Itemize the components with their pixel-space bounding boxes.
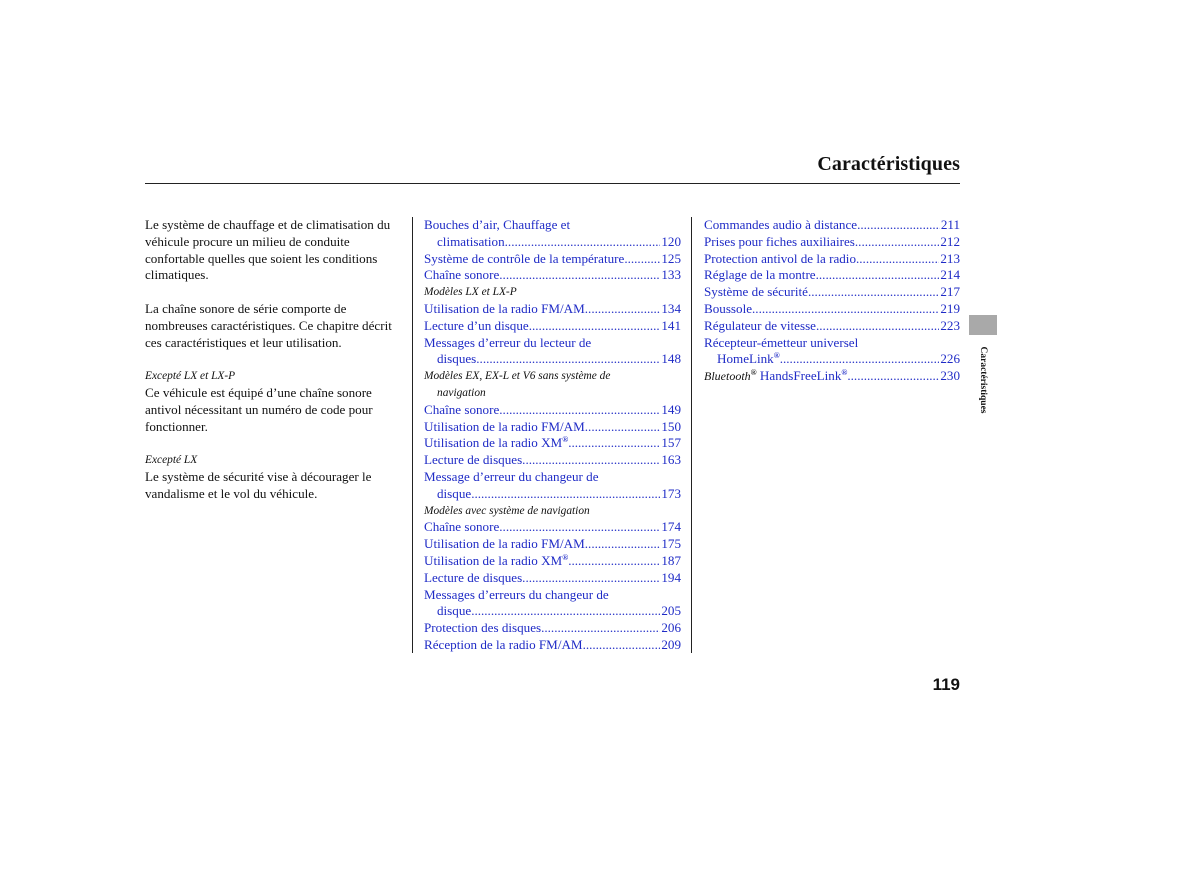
toc-page-number: 206 (661, 620, 681, 636)
toc-entry-radio-theft-protection[interactable] (704, 251, 960, 268)
toc-entry-label: Prises pour fiches auxiliaires (704, 233, 855, 249)
toc-entry-climate-control[interactable] (424, 251, 681, 268)
toc-entry-label: Récepteur-émetteur universel (704, 334, 859, 350)
toc-entry-xm-radio[interactable] (424, 435, 681, 452)
toc-entry-label: Protection des disques (424, 620, 542, 636)
toc-entry-remote-audio-controls[interactable] (704, 217, 960, 234)
toc-page-number: 213 (940, 250, 960, 266)
toc-entry-playing-disc[interactable] (424, 318, 681, 335)
toc-page-number: 209 (661, 636, 681, 652)
toc-page-number: 194 (661, 569, 681, 585)
toc-entry-label: disque (437, 603, 472, 619)
section-tab-marker (969, 315, 997, 335)
toc-entry-label: Utilisation de la radio FM/AM (424, 418, 585, 434)
section-side-label: Caractéristiques (978, 346, 988, 414)
toc-entry-audio-system[interactable] (424, 267, 681, 284)
toc-entry-security-system[interactable] (704, 284, 960, 301)
toc-entry-label: Système de sécurité (704, 284, 808, 300)
toc-entry-label: Boussole (704, 300, 753, 316)
toc-page-number: 150 (661, 418, 681, 434)
toc-page-number: 163 (661, 452, 681, 468)
toc-entry-label: Lecture de disques (424, 569, 523, 585)
bluetooth-label: Bluetooth (704, 369, 751, 384)
toc-entry-label: Lecture de disques (424, 452, 523, 468)
toc-page-number: 120 (661, 233, 681, 249)
toc-column-right (704, 217, 960, 385)
intro-paragraph-antitheft: Ce véhicule est équipé d’une chaîne sonore antivol nécessitant un numéro de code pour fonctionner. (145, 384, 373, 434)
toc-entry-label: Protection antivol de la radio (704, 250, 856, 266)
model-note: Excepté LX (145, 454, 198, 467)
toc-entry-compass[interactable] (704, 301, 960, 318)
toc-entry-playing-discs[interactable] (424, 452, 681, 469)
toc-page-number: 175 (661, 536, 681, 552)
toc-page-number: 205 (661, 603, 681, 619)
toc-page-number: 148 (661, 351, 681, 367)
toc-entry-label: disques (437, 351, 477, 367)
toc-entry-clock-setting[interactable] (704, 267, 960, 284)
toc-entry-label: disque (437, 485, 472, 501)
toc-entry-homelink[interactable] (704, 335, 960, 369)
toc-entry-disc-player-errors[interactable] (424, 335, 681, 369)
toc-entry-label: Régulateur de vitesse (704, 317, 816, 333)
toc-entry-label: Bouches d’air, Chauffage et (424, 217, 571, 232)
toc-page-number: 187 (661, 552, 681, 568)
toc-entry-playing-discs[interactable] (424, 570, 681, 587)
registered-mark: ® (562, 435, 569, 445)
toc-entry-label: HomeLink (717, 351, 774, 367)
intro-column (145, 217, 400, 519)
registered-mark: ® (562, 552, 569, 562)
page-number: 119 (932, 675, 960, 694)
registered-mark: ® (773, 351, 780, 361)
toc-entry-label: climatisation (437, 233, 505, 249)
toc-entry-label: Chaîne sonore (424, 401, 500, 417)
model-note: navigation (437, 386, 486, 399)
toc-page-number: 173 (661, 485, 681, 501)
intro-paragraph-security: Le système de sécurité vise à décourager le vandalisme et le vol du véhicule. (145, 468, 372, 501)
toc-entry-label: Utilisation de la radio XM (424, 552, 563, 568)
model-note: Modèles avec système de navigation (424, 504, 590, 517)
toc-entry-vents-heating[interactable] (424, 217, 681, 251)
model-note: Modèles LX et LX-P (424, 286, 517, 299)
toc-entry-label: Lecture d’un disque (424, 317, 529, 333)
toc-entry-changer-errors[interactable] (424, 587, 681, 621)
model-note: Excepté LX et LX-P (145, 370, 236, 383)
toc-page-number: 174 (661, 519, 681, 535)
column-divider (412, 217, 413, 653)
toc-entry-changer-error[interactable] (424, 469, 681, 503)
toc-page-number: 223 (940, 317, 960, 333)
toc-entry-label: Messages d’erreur du lecteur de (424, 334, 592, 350)
toc-page-number: 230 (940, 368, 960, 384)
toc-page-number: 212 (940, 233, 960, 249)
toc-page-number: 211 (940, 217, 960, 232)
model-note: Modèles EX, EX-L et V6 sans système de (424, 370, 611, 383)
toc-entry-fm-am-radio[interactable] (424, 301, 681, 318)
toc-entry-fm-am-radio[interactable] (424, 536, 681, 553)
toc-page-number: 214 (940, 267, 960, 283)
toc-entry-label: Utilisation de la radio XM (424, 435, 563, 451)
toc-entry-label: Réglage de la montre (704, 267, 816, 283)
toc-page-number: 157 (661, 435, 681, 451)
page-title: Caractéristiques (817, 153, 960, 175)
toc-entry-label: Chaîne sonore (424, 519, 500, 535)
toc-entry-label: Utilisation de la radio FM/AM (424, 300, 585, 316)
toc-entry-label: Commandes audio à distance (704, 217, 858, 232)
header-rule (145, 183, 960, 184)
toc-entry-fm-am-radio[interactable] (424, 419, 681, 436)
toc-entry-label: Chaîne sonore (424, 267, 500, 283)
toc-entry-bluetooth-handsfreelink[interactable] (704, 368, 960, 385)
toc-page-number: 219 (940, 300, 960, 316)
toc-entry-radio-reception[interactable] (424, 637, 681, 654)
toc-entry-label: Message d’erreur du changeur de (424, 468, 599, 484)
toc-page-number: 226 (940, 351, 960, 367)
column-divider (691, 217, 692, 653)
registered-mark: ® (841, 368, 848, 378)
toc-page-number: 133 (661, 267, 681, 283)
toc-entry-label: Messages d’erreurs du changeur de (424, 586, 609, 602)
intro-paragraph-climate: Le système de chauffage et de climatisation du véhicule procure un milieu de conduite confortable quelles que soient les conditions climatiques. (145, 217, 391, 283)
toc-page-number: 149 (661, 401, 681, 417)
toc-page-number: 134 (661, 300, 681, 316)
toc-entry-audio-system[interactable] (424, 519, 681, 536)
toc-entry-label: HandsFreeLink (756, 368, 842, 384)
toc-entry-label: Réception de la radio FM/AM (424, 636, 583, 652)
toc-entry-disc-protection[interactable] (424, 620, 681, 637)
toc-page-number: 125 (661, 250, 681, 266)
toc-entry-audio-system[interactable] (424, 402, 681, 419)
toc-entry-cruise-control[interactable] (704, 318, 960, 335)
intro-paragraph-audio: La chaîne sonore de série comporte de nombreuses caractéristiques. Ce chapitre décrit ces caractéristiques et leur utilisation. (145, 300, 392, 350)
registered-mark: ® (750, 368, 757, 378)
toc-entry-auxiliary-jacks[interactable] (704, 234, 960, 251)
toc-page-number: 217 (940, 284, 960, 300)
toc-column-middle (424, 217, 681, 654)
toc-entry-label: Utilisation de la radio FM/AM (424, 536, 585, 552)
toc-entry-label: Système de contrôle de la température (424, 250, 625, 266)
toc-page-number: 141 (661, 317, 681, 333)
toc-entry-xm-radio[interactable] (424, 553, 681, 570)
